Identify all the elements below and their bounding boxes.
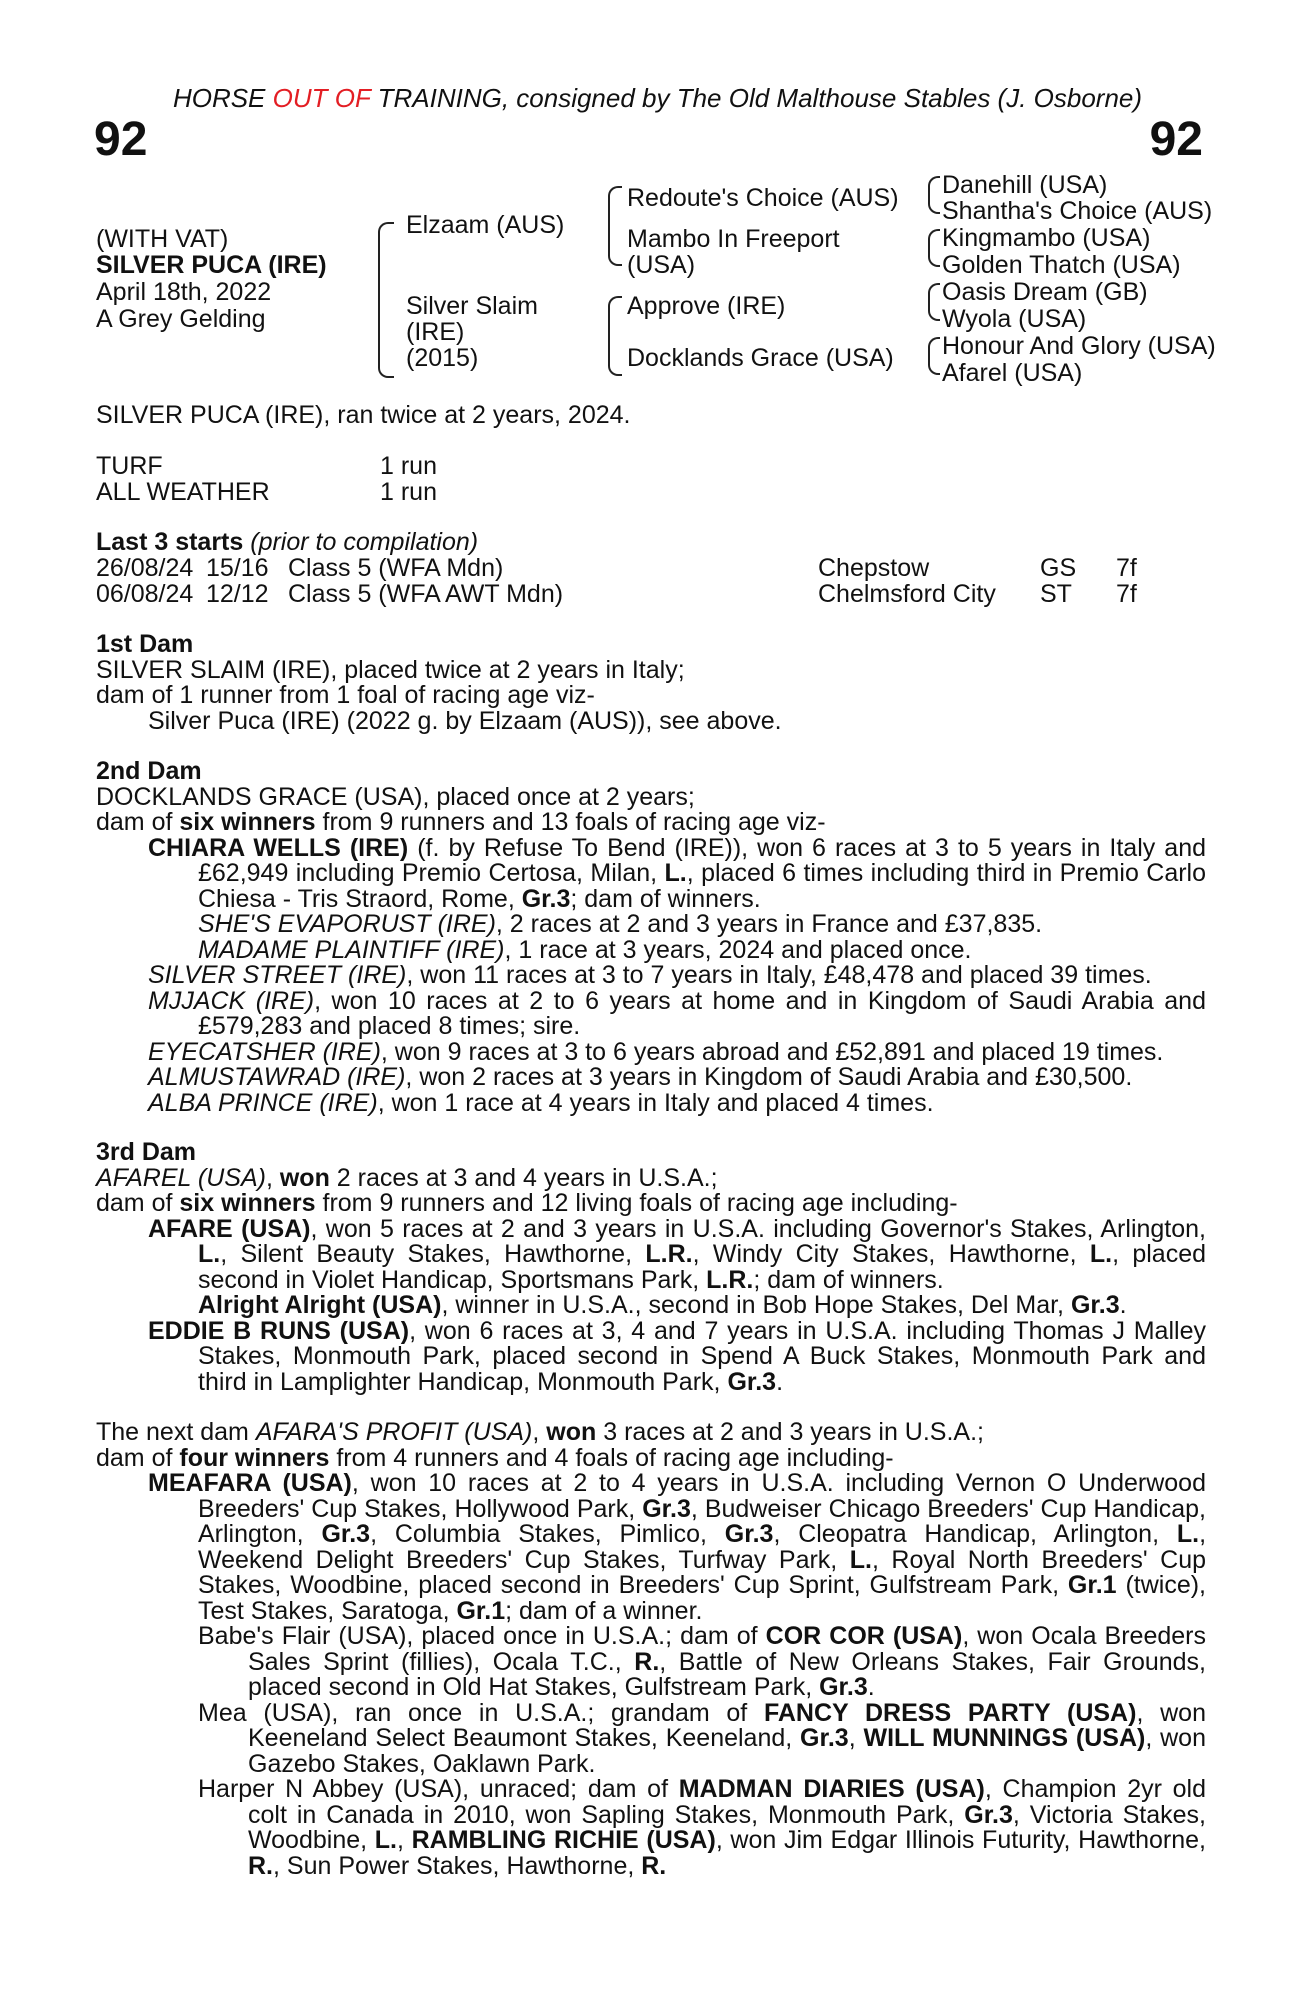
next-dam-section xyxy=(96,1420,1206,1879)
first-dam-section xyxy=(96,632,1206,734)
catalogue-header xyxy=(0,83,1315,114)
progeny-babes-flair: Babe's Flair (USA), placed once in U.S.A.; dam of COR COR (USA), won Ocala Breeders Sales Sprint (fillies), Ocala T.C., R., Battle of New Orleans Stakes, Fair Grounds, placed second in Old Hat Stakes, Gulfstream Park, Gr.3. xyxy=(198,1622,1207,1701)
pedigree-bracket-3b xyxy=(928,229,940,267)
progeny-madame-plaintiff: MADAME PLAINTIFF (IRE), 1 race at 3 years, 2024 and placed once. xyxy=(198,935,972,964)
pedigree-bracket-2b xyxy=(608,296,622,376)
start-race: Class 5 (WFA Mdn) xyxy=(288,554,504,582)
lot-number-left: 92 xyxy=(94,113,148,166)
gen4-6: Wyola (USA) xyxy=(942,305,1087,333)
third-dam-line2: dam of six winners from 9 runners and 12 living foals of racing age including- xyxy=(96,1189,958,1217)
progeny-alba-prince: ALBA PRINCE (IRE), won 1 race at 4 years in Italy and placed 4 times. xyxy=(148,1088,934,1117)
progeny-chiara-wells: CHIARA WELLS (IRE) (f. by Refuse To Bend (IRE)), won 6 races at 3 to 5 years in Italy and £62,949 including Premio Certosa, Milan, L., placed 6 times including third in Premio Carlo Chiesa - Tris Straord, Rome, Gr.3; dam of winners. xyxy=(148,833,1207,913)
progeny-alright-alright: Alright Alright (USA), winner in U.S.A., second in Bob Hope Stakes, Del Mar, Gr.3. xyxy=(198,1291,1127,1319)
progeny-silver-street: SILVER STREET (IRE), won 11 races at 3 to 7 years in Italy, £48,478 and placed 39 times. xyxy=(148,961,1152,989)
start-race: Class 5 (WFA AWT Mdn) xyxy=(288,580,564,608)
progeny-shes-evaporust: SHE'S EVAPORUST (IRE), 2 races at 2 and 3 years in France and £37,835. xyxy=(198,910,1043,938)
surface-aw-label: ALL WEATHER xyxy=(96,478,270,506)
progeny-eyecatsher: EYECATSHER (IRE), won 9 races at 3 to 6 years abroad and £52,891 and placed 19 times. xyxy=(148,1037,1164,1066)
progeny-afare: AFARE (USA), won 5 races at 2 and 3 years in U.S.A. including Governor's Stakes, Arlington, L., Silent Beauty Stakes, Hawthorne, L.R., Windy City Stakes, Hawthorne, L., placed second in Violet Handicap, Sportsmans Park, L.R.; dam of winners. xyxy=(148,1214,1207,1294)
pedigree-bracket-2a xyxy=(608,186,622,266)
third-dam-title: 3rd Dam xyxy=(96,1138,197,1166)
progeny-mea: Mea (USA), ran once in U.S.A.; grandam of FANCY DRESS PARTY (USA), won Keeneland Select Beaumont Stakes, Keeneland, Gr.3, WILL MUNNINGS (USA), won Gazebo Stakes, Oaklawn Park. xyxy=(198,1698,1206,1778)
progeny-mjjack: MJJACK (IRE), won 10 races at 2 to 6 years at home and in Kingdom of Saudi Arabia and £579,283 and placed 8 times; sire. xyxy=(148,986,1206,1040)
pedigree-bracket-3a xyxy=(928,176,940,214)
start-course: Chelmsford City xyxy=(818,580,996,608)
sire-dam-line1: Mambo In Freeport xyxy=(627,225,840,253)
start-distance: 7f xyxy=(1116,554,1137,582)
start-distance: 7f xyxy=(1116,580,1137,608)
surface-aw-value: 1 run xyxy=(380,478,437,506)
third-dam-section xyxy=(96,1140,1206,1395)
gen4-8: Afarel (USA) xyxy=(942,359,1083,387)
surface-turf-value: 1 run xyxy=(380,452,437,480)
first-dam-line3: Silver Puca (IRE) (2022 g. by Elzaam (AUS)), see above. xyxy=(148,706,782,735)
second-dam-title: 2nd Dam xyxy=(96,757,202,785)
horse-dob: April 18th, 2022 xyxy=(96,278,272,306)
next-dam-line1: The next dam AFARA'S PROFIT (USA), won 3 races at 2 and 3 years in U.S.A.; xyxy=(96,1418,984,1446)
start-going: ST xyxy=(1040,580,1072,608)
pedigree-bracket-3d xyxy=(928,337,940,375)
horse-description: A Grey Gelding xyxy=(96,305,266,333)
progeny-meafara: MEAFARA (USA), won 10 races at 2 to 4 years in U.S.A. including Vernon O Underwood Breeders' Cup Stakes, Hollywood Park, Gr.3, Budweiser Chicago Breeders' Cup Handicap, Arlington, Gr.3, Columbia Stakes, Pimlico, Gr.3, Cleopatra Handicap, Arlington, L., Weekend Delight Breeders' Cup Stakes, Turfway Park, L., Royal North Breeders' Cup Stakes, Woodbine, placed second in Breeders' Cup Sprint, Gulfstream Park, Gr.1 (twice), Test Stakes, Saratoga, Gr.1; dam of a winner. xyxy=(148,1469,1207,1625)
second-dam-line2: dam of six winners from 9 runners and 13 foals of racing age viz- xyxy=(96,808,826,836)
start-date: 06/08/24 xyxy=(96,580,194,608)
gen4-1: Danehill (USA) xyxy=(942,171,1108,199)
start-date: 26/08/24 xyxy=(96,554,194,582)
dam-line2: (IRE) xyxy=(406,318,465,346)
dam-dam: Docklands Grace (USA) xyxy=(627,344,894,372)
last-starts-note: (prior to compilation) xyxy=(250,528,479,556)
third-dam-line1: AFAREL (USA), won 2 races at 3 and 4 years in U.S.A.; xyxy=(96,1163,718,1192)
dam-sire: Approve (IRE) xyxy=(627,292,786,320)
last-starts-heading xyxy=(96,529,478,555)
sire: Elzaam (AUS) xyxy=(406,211,565,239)
first-dam-line2: dam of 1 runner from 1 foal of racing age viz- xyxy=(96,681,595,709)
sire-dam-line2: (USA) xyxy=(627,251,696,279)
progeny-eddie-b-runs: EDDIE B RUNS (USA), won 6 races at 3, 4 and 7 years in U.S.A. including Thomas J Malley Stakes, Monmouth Park, placed second in Spend A Buck Stakes, Monmouth Park and third in Lamplighter Handicap, Monmouth Park, Gr.3. xyxy=(148,1316,1206,1396)
second-dam-section xyxy=(96,759,1206,1116)
dam-line1: Silver Slaim xyxy=(406,292,538,320)
start-position: 12/12 xyxy=(206,580,269,608)
gen4-4: Golden Thatch (USA) xyxy=(942,251,1181,279)
header-pre: HORSE xyxy=(172,83,273,113)
dam-line3: (2015) xyxy=(406,344,479,372)
surface-turf-label: TURF xyxy=(96,452,163,480)
header-post: TRAINING, consigned by The Old Malthouse Stables (J. Osborne) xyxy=(370,83,1143,113)
lot-number-right: 92 xyxy=(1149,113,1203,166)
start-position: 15/16 xyxy=(206,554,269,582)
sire-sire: Redoute's Choice (AUS) xyxy=(627,184,899,212)
start-course: Chepstow xyxy=(818,554,930,582)
gen4-3: Kingmambo (USA) xyxy=(942,224,1151,252)
next-dam-line2: dam of four winners from 4 runners and 4 foals of racing age including- xyxy=(96,1443,894,1472)
vat-note: (WITH VAT) xyxy=(96,225,229,253)
start-going: GS xyxy=(1040,554,1077,582)
gen4-2: Shantha's Choice (AUS) xyxy=(942,197,1213,225)
header-highlight: OUT OF xyxy=(272,83,371,113)
last-starts-title: Last 3 starts xyxy=(96,528,244,556)
progeny-harper-n-abbey: Harper N Abbey (USA), unraced; dam of MADMAN DIARIES (USA), Champion 2yr old colt in Canada in 2010, won Sapling Stakes, Monmouth Park, Gr.3, Victoria Stakes, Woodbine, L., RAMBLING RICHIE (USA), won Jim Edgar Illinois Futurity, Hawthorne, R., Sun Power Stakes, Hawthorne, R. xyxy=(198,1775,1206,1880)
horse-name: SILVER PUCA (IRE) xyxy=(96,251,327,279)
second-dam-line1: DOCKLANDS GRACE (USA), placed once at 2 years; xyxy=(96,782,695,811)
gen4-5: Oasis Dream (GB) xyxy=(942,278,1148,306)
first-dam-line1: SILVER SLAIM (IRE), placed twice at 2 years in Italy; xyxy=(96,655,685,684)
pedigree-bracket-1 xyxy=(378,222,394,378)
progeny-almustawrad: ALMUSTAWRAD (IRE), won 2 races at 3 years in Kingdom of Saudi Arabia and £30,500. xyxy=(148,1063,1133,1091)
race-summary: SILVER PUCA (IRE), ran twice at 2 years, 2024. xyxy=(96,401,631,429)
gen4-7: Honour And Glory (USA) xyxy=(942,332,1216,360)
pedigree-bracket-3c xyxy=(928,283,940,321)
first-dam-title: 1st Dam xyxy=(96,630,194,658)
